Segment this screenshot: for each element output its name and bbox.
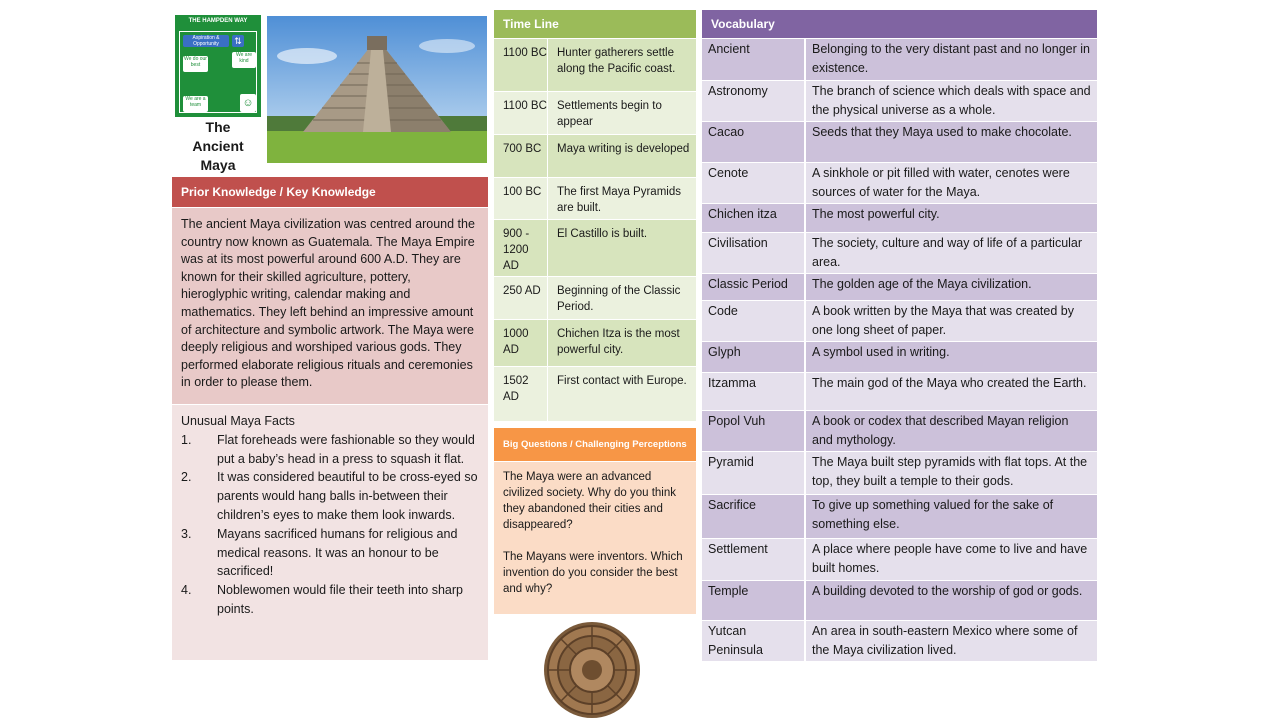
vocab-definition: A sinkhole or pit filled with water, cenotes were sources of water for the Maya. [812, 166, 1070, 199]
vocab-term: Cacao [702, 122, 806, 162]
vocab-definition: The Maya built step pyramids with flat tops. At the top, they built a temple to their gods. [812, 455, 1088, 488]
big-questions-text [494, 462, 696, 614]
big-question-1: The Maya were an advanced civilized society. Why do you think they abandoned their cities and disappeared? [503, 471, 676, 531]
vocab-term: Pyramid [702, 452, 806, 494]
vocab-definition: Seeds that they Maya used to make chocolate. [812, 125, 1072, 139]
timeline-date: 1502 AD [494, 367, 548, 421]
vocab-term: Cenote [702, 163, 806, 203]
table-row [702, 452, 1097, 494]
fact-text: It was considered beautiful to be cross-eyed so parents would hang balls in-between their children’s eyes to make them look inwards. [217, 470, 478, 522]
table-row [494, 39, 696, 91]
vocab-definition: The most powerful city. [812, 207, 940, 221]
table-row [702, 342, 1097, 372]
table-row [494, 178, 696, 219]
vocab-definition: A place where people have come to live and have built homes. [812, 542, 1088, 575]
vocab-term: Itzamma [702, 373, 806, 410]
table-row [702, 81, 1097, 121]
table-row [702, 39, 1097, 80]
logo-panel [179, 31, 257, 113]
signpost-icon: ⇅ [232, 35, 244, 47]
list-item [181, 581, 479, 619]
pyramid-image [267, 16, 487, 163]
logo-badge-best: We do our best [183, 56, 208, 72]
title-line-3: Maya [200, 157, 236, 173]
big-questions-header: Big Questions / Challenging Perceptions [494, 428, 696, 461]
vocab-definition: A symbol used in writing. [812, 345, 950, 359]
table-row [702, 373, 1097, 410]
list-item [181, 525, 479, 581]
timeline-date: 1100 BC [494, 92, 548, 134]
table-row [494, 92, 696, 134]
table-row [702, 539, 1097, 580]
table-row [494, 367, 696, 421]
vocab-term: Sacrifice [702, 495, 806, 538]
table-row [702, 411, 1097, 451]
list-item [181, 468, 479, 524]
vocab-definition: The main god of the Maya who created the Earth. [812, 376, 1087, 390]
title-line-1: The [205, 119, 231, 135]
vocab-term: Popol Vuh [702, 411, 806, 451]
prior-knowledge-text: The ancient Maya civilization was centred around the country now known as Guatemala. The Maya Empire was at its most powerful around 600 A.D. They are known for their skilled agriculture, pottery, hieroglyphic writing, calendar making and mathematics. They left behind an impressive amount of architecture and symbolic artwork. The Maya were deeply religious and worshiped various gods. They performed elaborate religious rituals and ceremonies in order to please them. [172, 208, 488, 404]
timeline-date: 100 BC [494, 178, 548, 219]
logo-badge-team: We are a team [183, 96, 208, 112]
table-row [702, 495, 1097, 538]
timeline-date: 1100 BC [494, 39, 548, 91]
timeline-event: El Castillo is built. [557, 228, 648, 240]
list-item [181, 431, 479, 469]
timeline-event: Beginning of the Classic Period. [557, 285, 681, 313]
logo-badge-aspiration: Aspiration & Opportunity [183, 35, 229, 47]
table-row [494, 320, 696, 366]
timeline-event: Settlements begin to appear [557, 100, 662, 128]
timeline-date: 1000 AD [494, 320, 548, 366]
table-row [702, 163, 1097, 203]
fact-text: Mayans sacrificed humans for religious and medical reasons. It was an honour to be sacrificed! [217, 526, 458, 579]
timeline-event: First contact with Europe. [557, 375, 687, 387]
title-line-2: Ancient [192, 138, 244, 154]
vocab-definition: Belonging to the very distant past and no longer in existence. [812, 42, 1090, 75]
fact-text: Noblewomen would file their teeth into sharp points. [217, 583, 463, 616]
timeline-event: Hunter gatherers settle along the Pacific coast. [557, 47, 676, 75]
timeline-event: Maya writing is developed [557, 143, 690, 155]
vocab-definition: The branch of science which deals with space and the physical universe as a whole. [812, 84, 1091, 117]
vocab-term: Glyph [702, 342, 806, 372]
table-row [702, 274, 1097, 300]
calendar-stone-image [542, 620, 642, 720]
table-row [702, 621, 1097, 661]
vocab-definition: A book written by the Maya that was created by one long sheet of paper. [812, 304, 1074, 337]
vocab-term: Temple [702, 581, 806, 620]
table-row [702, 204, 1097, 232]
vocab-definition: An area in south-eastern Mexico where some of the Maya civilization lived. [812, 624, 1078, 657]
vocab-term: Code [702, 301, 806, 341]
fact-number: 4. [181, 583, 192, 598]
fact-number: 3. [181, 526, 192, 541]
table-row [702, 301, 1097, 341]
vocab-term: Astronomy [702, 81, 806, 121]
prior-knowledge-header: Prior Knowledge / Key Knowledge [172, 177, 488, 207]
timeline-event: Chichen Itza is the most powerful city. [557, 328, 680, 356]
vocab-term: Civilisation [702, 233, 806, 273]
fact-number: 2. [181, 470, 192, 485]
vocab-definition: To give up something valued for the sake of something else. [812, 498, 1054, 531]
timeline-event: The first Maya Pyramids are built. [557, 186, 681, 214]
table-row [494, 135, 696, 177]
table-row [494, 277, 696, 319]
table-row [702, 581, 1097, 620]
person-icon: ☺ [240, 94, 256, 112]
vocab-term: Classic Period [702, 274, 806, 300]
facts-heading: Unusual Maya Facts [181, 414, 295, 428]
vocab-definition: A building devoted to the worship of god or gods. [812, 584, 1083, 598]
fact-text: Flat foreheads were fashionable so they would put a baby’s head in a press to squash it flat. [217, 432, 475, 466]
big-question-2: The Mayans were inventors. Which invention do you consider the best and why? [503, 551, 683, 595]
vocab-term: Chichen itza [702, 204, 806, 232]
vocab-term: Yutcan Peninsula [702, 621, 806, 661]
facts-list [181, 431, 479, 619]
vocab-definition: The society, culture and way of life of a particular area. [812, 236, 1083, 269]
school-logo [174, 14, 262, 118]
vocab-definition: A book or codex that described Mayan religion and mythology. [812, 414, 1069, 447]
fact-number: 1. [181, 432, 192, 447]
unusual-facts [172, 405, 488, 660]
timeline-date: 700 BC [494, 135, 548, 177]
logo-school-name: THE HAMPDEN WAY [188, 18, 248, 24]
logo-badge-kind: We are kind [232, 52, 256, 68]
vocab-term: Settlement [702, 539, 806, 580]
table-row [702, 122, 1097, 162]
vocabulary-header: Vocabulary [702, 10, 1097, 38]
vocab-term: Ancient [702, 39, 806, 80]
timeline-header: Time Line [494, 10, 696, 38]
table-row [702, 233, 1097, 273]
page-title [172, 118, 264, 175]
timeline-date: 900 - 1200 AD [494, 220, 548, 276]
timeline-date: 250 AD [494, 277, 548, 319]
vocab-definition: The golden age of the Maya civilization. [812, 277, 1032, 291]
table-row [494, 220, 696, 276]
